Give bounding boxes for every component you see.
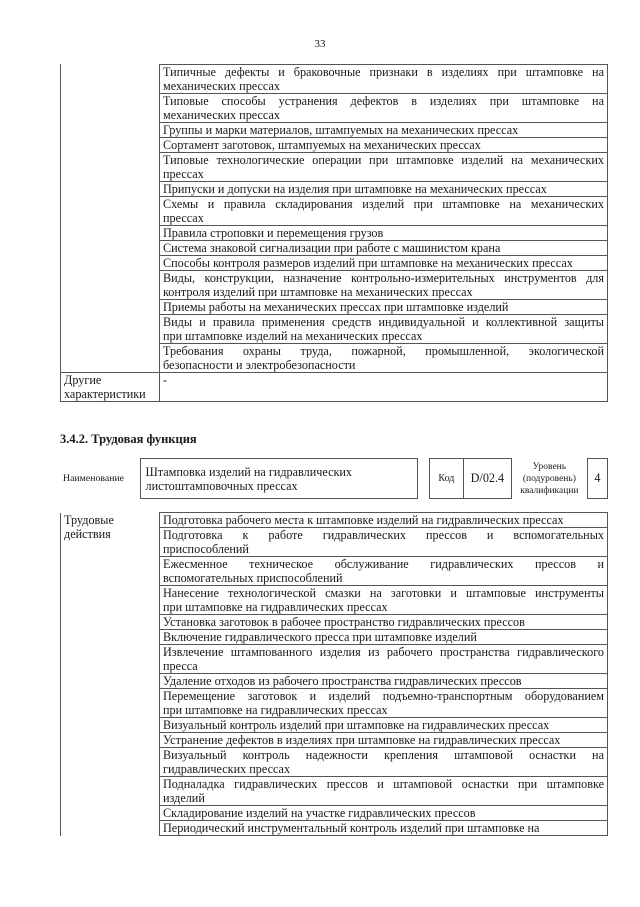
list-item: Ежесменное техническое обслуживание гидравлических прессов и вспомогательных приспособлений <box>160 557 608 586</box>
function-name-line1: Штамповка изделий на гидравлических <box>145 464 353 479</box>
list-item: Виды и правила применения средств индивидуальной и коллективной защиты при штамповке изделий на механических прессах <box>160 315 608 344</box>
level-value: 4 <box>587 459 607 499</box>
code-label: Код <box>430 459 464 499</box>
list-item: Подготовка рабочего места к штамповке изделий на гидравлических прессах <box>160 513 608 528</box>
list-item: Включение гидравлического пресса при штамповке изделий <box>160 630 608 645</box>
section-title: 3.4.2. Трудовая функция <box>60 432 197 446</box>
list-item: Схемы и правила складирования изделий при штамповке на механических прессах <box>160 197 608 226</box>
list-item: Типичные дефекты и браковочные признаки в изделиях при штамповке на механических прессах <box>160 65 608 94</box>
code-value: D/02.4 <box>463 459 511 499</box>
labor-function-header <box>60 458 608 499</box>
row-label <box>61 65 160 373</box>
list-item: Типовые способы устранения дефектов в изделиях при штамповке на механических прессах <box>160 94 608 123</box>
list-item: Установка заготовок в рабочее пространство гидравлических прессов <box>160 615 608 630</box>
list-item: Визуальный контроль изделий при штамповке на гидравлических прессах <box>160 718 608 733</box>
list-item: Подналадка гидравлических прессов и штамповой оснастки при штамповке изделий <box>160 777 608 806</box>
function-name-line2: листоштамповочных прессах <box>145 478 298 493</box>
table-row <box>61 65 608 94</box>
list-item: Припуски и допуски на изделия при штамповке на механических прессах <box>160 182 608 197</box>
name-label: Наименование <box>63 473 125 484</box>
list-item: Периодический инструментальный контроль изделий при штамповке на <box>160 821 608 836</box>
page-number: 33 <box>314 38 326 50</box>
other-characteristics-value: - <box>160 373 608 402</box>
list-item: Извлечение штампованного изделия из рабочего пространства гидравлического пресса <box>160 645 608 674</box>
list-item: Удаление отходов из рабочего пространства гидравлических прессов <box>160 674 608 689</box>
list-item: Система знаковой сигнализации при работе с машинистом крана <box>160 241 608 256</box>
labor-actions-table <box>60 512 608 836</box>
list-item: Перемещение заготовок и изделий подъемно-транспортным оборудованием при штамповке на гидравлических прессах <box>160 689 608 718</box>
list-item: Виды, конструкции, назначение контрольно-измерительных инструментов для контроля изделий при штамповке на механических прессах <box>160 271 608 300</box>
function-name <box>141 459 417 499</box>
list-item: Типовые технологические операции при штамповке изделий на механических прессах <box>160 153 608 182</box>
list-item: Приемы работы на механических прессах при штамповке изделий <box>160 300 608 315</box>
table-row <box>61 373 608 402</box>
list-item: Сортамент заготовок, штампуемых на механических прессах <box>160 138 608 153</box>
row-label: Трудовые действия <box>61 513 160 836</box>
list-item: Устранение дефектов в изделиях при штамповке на гидравлических прессах <box>160 733 608 748</box>
list-item: Складирование изделий на участке гидравлических прессов <box>160 806 608 821</box>
other-characteristics-label: Другие характеристики <box>61 373 160 402</box>
table-row <box>61 513 608 528</box>
knowledge-table <box>60 64 608 402</box>
list-item: Нанесение технологической смазки на заготовки и штамповые инструменты при штамповке на гидравлических прессах <box>160 586 608 615</box>
list-item: Группы и марки материалов, штампуемых на механических прессах <box>160 123 608 138</box>
list-item: Правила строповки и перемещения грузов <box>160 226 608 241</box>
list-item: Способы контроля размеров изделий при штамповке на механических прессах <box>160 256 608 271</box>
level-label: Уровень (подуровень) квалификации <box>520 461 579 496</box>
list-item: Подготовка к работе гидравлических прессов и вспомогательных приспособлений <box>160 528 608 557</box>
list-item: Требования охраны труда, пожарной, промышленной, экологической безопасности и электробезопасности <box>160 344 608 373</box>
list-item: Визуальный контроль надежности крепления штамповой оснастки на гидравлических прессах <box>160 748 608 777</box>
